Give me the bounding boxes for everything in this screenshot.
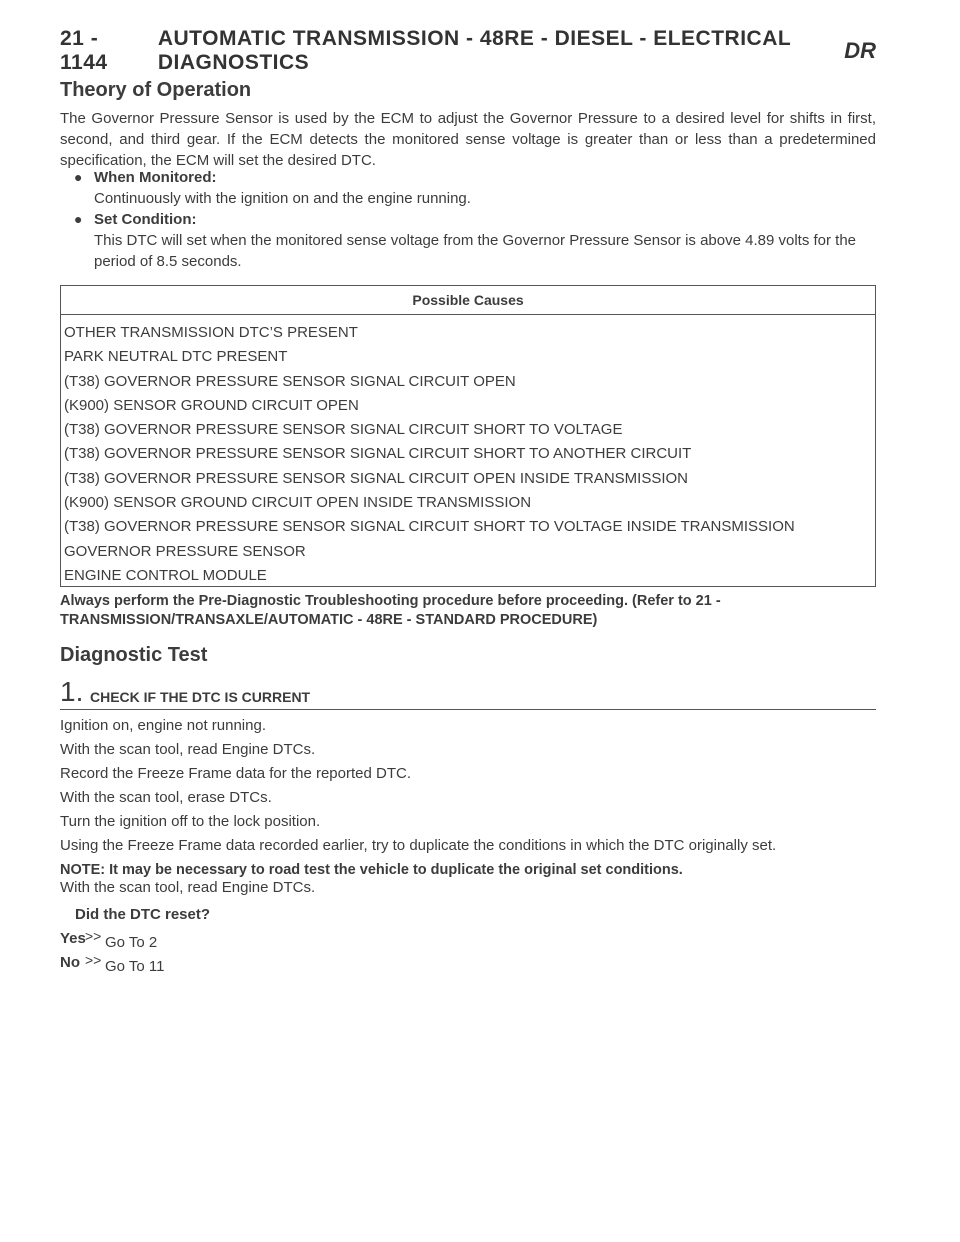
cause-item: (T38) GOVERNOR PRESSURE SENSOR SIGNAL CIRCUIT OPEN — [64, 372, 516, 390]
cause-item: GOVERNOR PRESSURE SENSOR — [64, 542, 306, 560]
answer-label: No — [60, 954, 80, 971]
running-header — [60, 27, 876, 74]
arrow-icon: >> — [85, 952, 102, 968]
when-monitored-bullet — [74, 167, 876, 209]
possible-causes-table — [60, 285, 876, 587]
step-line: Ignition on, engine not running. — [60, 717, 266, 734]
step-note: NOTE: It may be necessary to road test the vehicle to duplicate the original set conditions. — [60, 862, 683, 878]
cause-item: (K900) SENSOR GROUND CIRCUIT OPEN — [64, 396, 359, 414]
set-condition-bullet — [74, 209, 876, 272]
cause-item: (T38) GOVERNOR PRESSURE SENSOR SIGNAL CIRCUIT OPEN INSIDE TRANSMISSION — [64, 469, 689, 487]
cause-item: OTHER TRANSMISSION DTC’S PRESENT — [64, 324, 358, 341]
step-line: With the scan tool, read Engine DTCs. — [60, 879, 316, 896]
cause-item: (T38) GOVERNOR PRESSURE SENSOR SIGNAL CIRCUIT SHORT TO ANOTHER CIRCUIT — [64, 445, 692, 463]
cause-item: (K900) SENSOR GROUND CIRCUIT OPEN INSIDE TRANSMISSION — [64, 494, 532, 512]
when-monitored-label: When Monitored: — [94, 169, 217, 186]
cause-item: (T38) GOVERNOR PRESSURE SENSOR SIGNAL CIRCUIT SHORT TO VOLTAGE — [64, 421, 623, 439]
header-title: AUTOMATIC TRANSMISSION - 48RE - DIESEL - ELECTRICAL DIAGNOSTICS — [157, 27, 791, 74]
step-line: With the scan tool, erase DTCs. — [60, 789, 272, 806]
step-question: Did the DTC reset? — [75, 906, 211, 923]
step-number: 1. — [60, 676, 84, 707]
answer-action: Go To 11 — [105, 958, 165, 975]
step-line: Record the Freeze Frame data for the reported DTC. — [60, 765, 411, 782]
answer-label: Yes — [60, 930, 86, 947]
step-line: With the scan tool, read Engine DTCs. — [60, 741, 316, 758]
answer-yes — [60, 930, 360, 952]
page-number: 21 - 1144 — [60, 27, 108, 74]
cause-item: PARK NEUTRAL DTC PRESENT — [64, 348, 288, 366]
when-monitored-text: Continuously with the ignition on and the engine running. — [94, 190, 471, 207]
answer-action: Go To 2 — [105, 934, 158, 951]
theory-heading: Theory of Operation — [60, 79, 252, 101]
bullet-icon: ● — [74, 169, 83, 185]
possible-causes-header: Possible Causes — [61, 286, 875, 315]
answer-no — [60, 954, 360, 976]
set-condition-text: This DTC will set when the monitored sense voltage from the Governor Pressure Sensor is above 4.89 volts for the period of 8.5 seconds. — [94, 232, 857, 270]
possible-causes-list — [61, 315, 875, 589]
step-line: Using the Freeze Frame data recorded earlier, try to duplicate the conditions in which the DTC originally set. — [60, 837, 777, 854]
set-condition-label: Set Condition: — [94, 211, 197, 228]
pre-diagnostic-note: Always perform the Pre-Diagnostic Troubleshooting procedure before proceeding. (Refer to 21 - TRANSMISSION/TRANSAXLE/AUTOMATIC - 48RE - STANDARD PROCEDURE) — [60, 593, 721, 628]
cause-item: ENGINE CONTROL MODULE — [64, 566, 267, 584]
header-logo: DR — [844, 38, 876, 63]
step-line: Turn the ignition off to the lock position. — [60, 813, 321, 830]
arrow-icon: >> — [85, 928, 102, 944]
cause-item: (T38) GOVERNOR PRESSURE SENSOR SIGNAL CIRCUIT SHORT TO VOLTAGE INSIDE TRANSMISSION — [64, 518, 795, 536]
step-title: CHECK IF THE DTC IS CURRENT — [90, 689, 311, 705]
step-header — [60, 676, 876, 710]
diagnostic-heading: Diagnostic Test — [60, 644, 208, 666]
bullet-icon: ● — [74, 211, 83, 227]
theory-paragraph: The Governor Pressure Sensor is used by the ECM to adjust the Governor Pressure to a desired level for shifts in first, second, and third gear. If the ECM detects the monitored sense voltage is greater than or less than a predetermined specification, the ECM will set the desired DTC. — [60, 110, 876, 169]
